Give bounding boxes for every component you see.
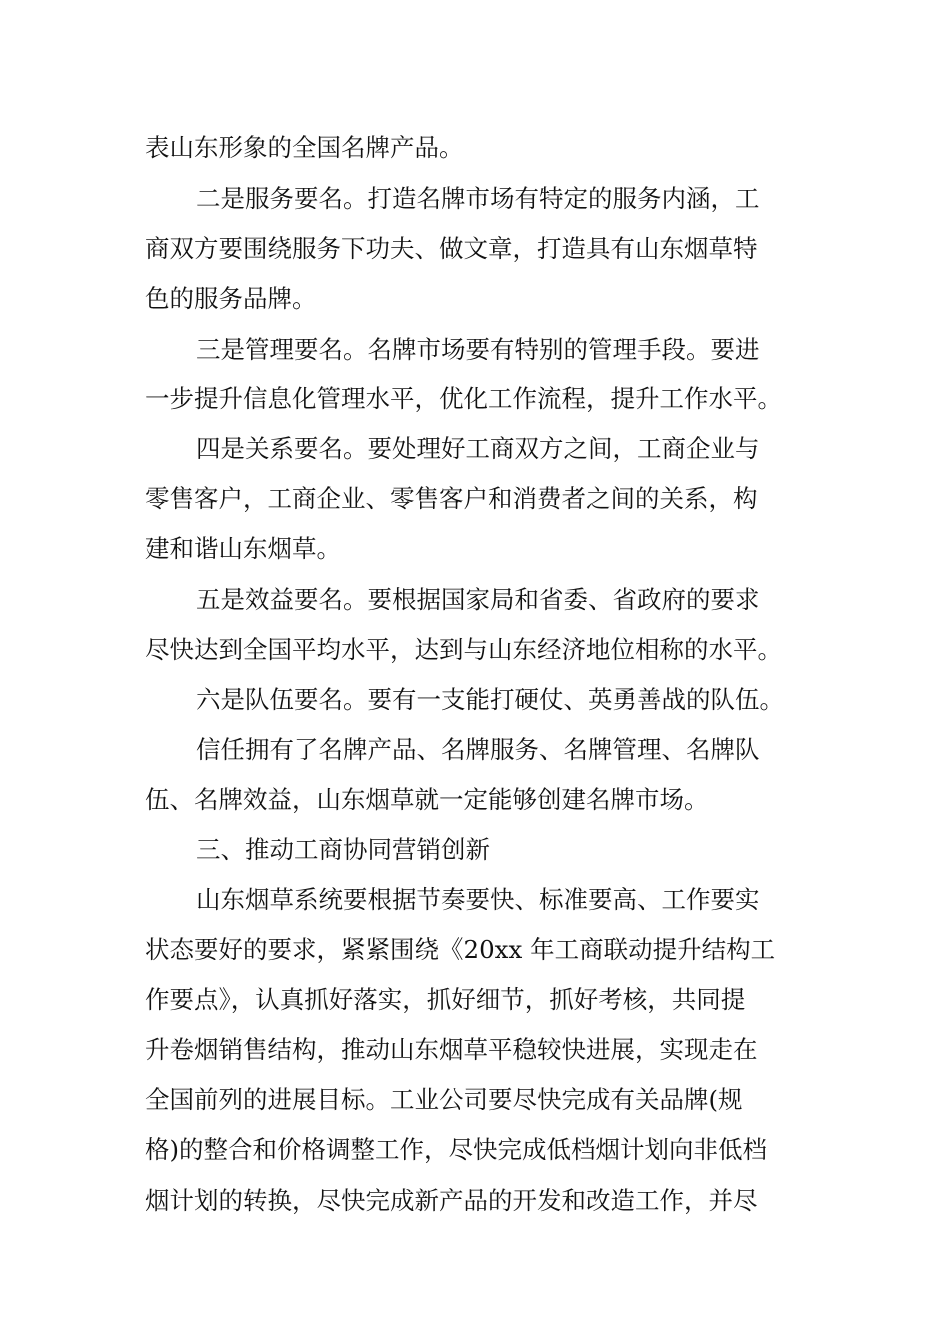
text-line: 升卷烟销售结构，推动山东烟草平稳较快进展，实现走在 — [145, 1035, 758, 1064]
text-line: 色的服务品牌。 — [145, 284, 317, 313]
text-line: 零售客户，工商企业、零售客户和消费者之间的关系，构 — [145, 484, 758, 513]
paragraph-start-line: 三是管理要名。名牌市场要有特别的管理手段。要进 — [196, 335, 760, 364]
text-line: 建和谐山东烟草。 — [145, 534, 341, 563]
section-heading: 三、推动工商协同营销创新 — [196, 835, 490, 864]
text-line: 表山东形象的全国名牌产品。 — [145, 133, 464, 162]
text-line: 一步提升信息化管理水平，优化工作流程，提升工作水平。 — [145, 384, 782, 413]
text-line: 伍、名牌效益，山东烟草就一定能够创建名牌市场。 — [145, 785, 709, 814]
text-line: 烟计划的转换，尽快完成新产品的开发和改造工作，并尽 — [145, 1186, 758, 1215]
paragraph-start-line: 四是关系要名。要处理好工商双方之间，工商企业与 — [196, 434, 760, 463]
text-line: 格)的整合和价格调整工作，尽快完成低档烟计划向非低档 — [145, 1135, 768, 1164]
paragraph-start-line: 山东烟草系统要根据节奏要快、标准要高、工作要实 — [196, 885, 760, 914]
text-line: 状态要好的要求，紧紧围绕《20xx 年工商联动提升结构工 — [145, 935, 776, 964]
paragraph-start-line: 二是服务要名。打造名牌市场有特定的服务内涵，工 — [196, 184, 760, 213]
text-line: 尽快达到全国平均水平，达到与山东经济地位相称的水平。 — [145, 635, 782, 664]
text-line: 商双方要围绕服务下功夫、做文章，打造具有山东烟草特 — [145, 234, 758, 263]
text-line: 作要点》，认真抓好落实，抓好细节，抓好考核，共同提 — [145, 985, 746, 1014]
paragraph-start-line: 五是效益要名。要根据国家局和省委、省政府的要求 — [196, 585, 760, 614]
text-line: 全国前列的进展目标。工业公司要尽快完成有关品牌(规 — [145, 1085, 743, 1114]
paragraph-start-line: 六是队伍要名。要有一支能打硬仗、英勇善战的队伍。 — [196, 685, 784, 714]
paragraph-start-line: 信任拥有了名牌产品、名牌服务、名牌管理、名牌队 — [196, 735, 760, 764]
